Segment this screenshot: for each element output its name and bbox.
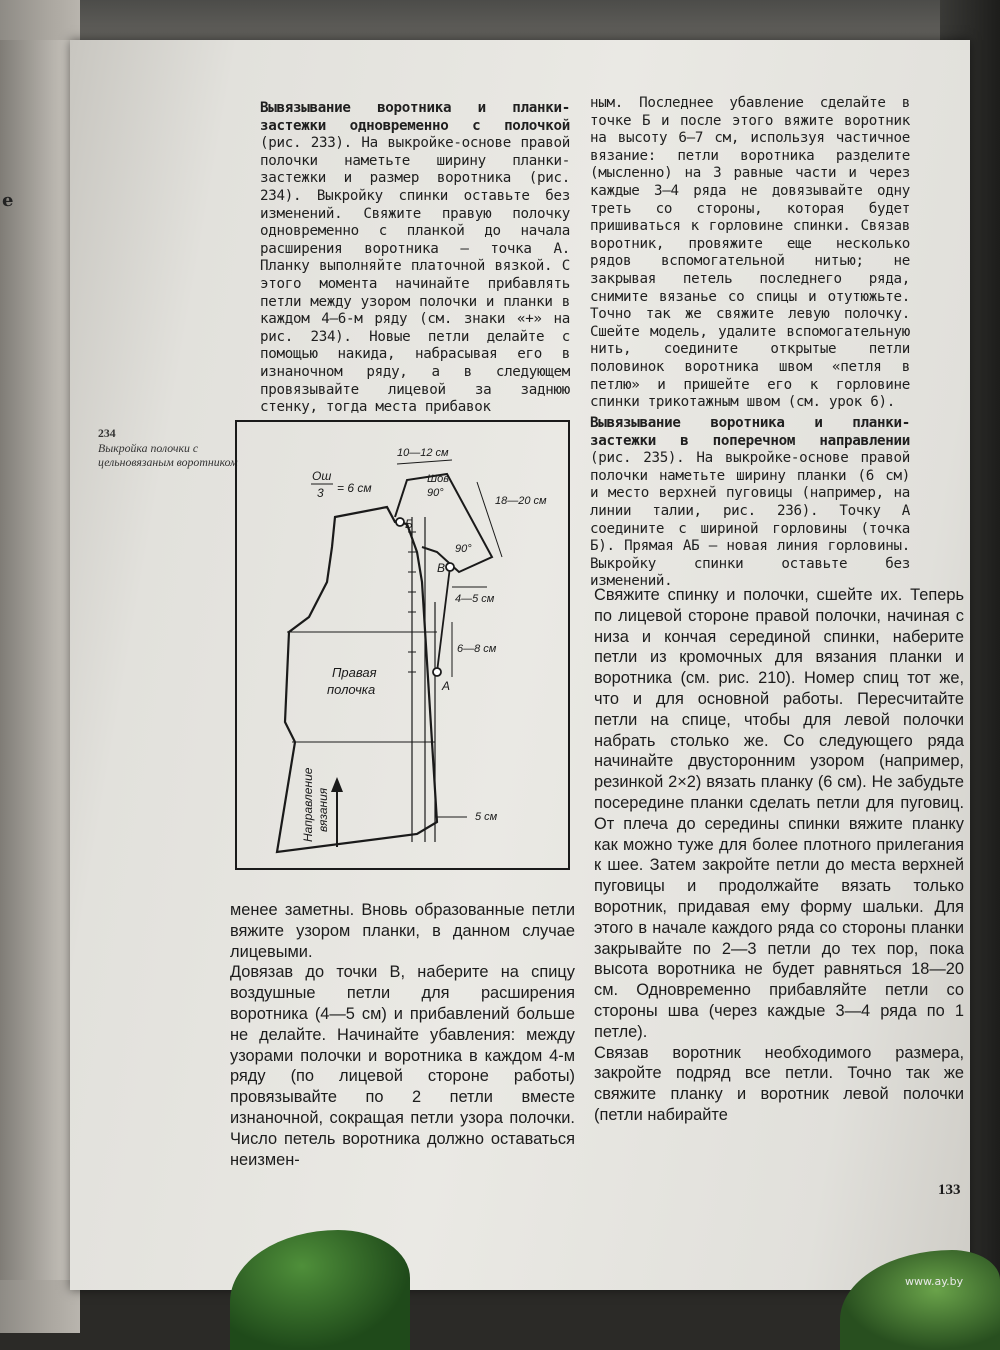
left-page-edge — [0, 40, 70, 1280]
label-osh-den: 3 — [317, 486, 324, 500]
section-heading-2: Вывязывание воротника и планки-застежки в поперечном направлении — [590, 415, 910, 449]
bottom-left-paragraph-1: менее заметны. Вновь образованные петли вяжите узором планки, в данном случае лицевыми. — [230, 901, 575, 961]
page-number: 133 — [938, 1182, 961, 1198]
label-piece-line-1: Правая — [332, 665, 377, 680]
book-page — [70, 40, 970, 1290]
point-b-marker — [396, 518, 404, 526]
figure-caption-text: Выкройка полочки с цельновязаным воротником — [98, 440, 238, 469]
line-b-a — [437, 567, 450, 672]
left-page-mark: e — [2, 190, 14, 211]
label-point-b: Б — [405, 517, 413, 531]
bottom-left-text — [230, 900, 575, 1170]
direction-arrow-head — [331, 777, 343, 792]
column-1-body: (рис. 233). На выкройке-основе правой полочки наметьте ширину планки-застежки и размер воротника (рис. 234). Выкройку спинки оставьте без изменений. Свяжите правую полочку одновременно с планкой до начала расширения воротника — точка А. Планку выполняйте платочной вязкой. С этого момента начинайте прибавлять петли между узором полочки и планки в каждом 4—6-м ряду (см. знаки «+» на рис. 234). Новые петли делайте с помощью накида, набрасывая его в изнаночном ряду, а в следующем провязывайте лицевой за заднюю стенку, тогда места прибавок — [260, 135, 570, 416]
label-point-v: В — [437, 561, 446, 575]
bottom-left-paragraph-2: Довязав до точки В, наберите на спицу воздушные петли для расширения воротника (4—5 см) и прибавлений больше не делайте. Начинайте убавления: между узорами полочки и воротника в каждом 4-м ряду (по лицевой стороне работы) провязывайте по 2 петли вместе изнаночной, сокращая петли узора полочки. Число петель воротника должно оставаться неизмен- — [230, 963, 575, 1169]
section-heading-1: Вывязывание воротника и планки-застежки одновременно с полочкой — [260, 100, 570, 134]
label-6-8: 6—8 см — [457, 643, 497, 655]
watermark: www.ay.by — [905, 1275, 964, 1288]
label-piece-line-2: полочка — [327, 682, 376, 697]
label-osh: Ош — [312, 469, 332, 483]
dim-top-width — [397, 460, 452, 464]
label-5: 5 см — [475, 811, 498, 823]
label-angle-1: 90° — [427, 487, 444, 499]
label-4-5: 4—5 см — [455, 593, 495, 605]
column-2b-body: (рис. 235). На выкройке-основе правой полочки наметьте ширину планки (6 см) и место верхней пуговицы (например, на линии талии, рис. 236). Точку А соедините с шириной горловины (точка Б). Прямая АБ — новая линия горловины. Выкройку спинки оставьте без изменений. — [590, 450, 910, 590]
label-seam: Шов — [427, 473, 449, 485]
label-top-width: 10—12 см — [397, 447, 449, 459]
column-3-paragraph-2: Связав воротник необходимого размера, закройте подряд все петли. Точно так же свяжите планку и воротник левой полочки (петли набирайте — [594, 1043, 964, 1124]
label-osh-value: = 6 см — [337, 481, 372, 495]
column-2b-text — [590, 415, 910, 591]
column-3-paragraph-1: Свяжите спинку и полочки, сшейте их. Теперь по лицевой стороне правой полочки, начиная с низа и кончая серединой спинки, наберите петли из кромочных для вязания планки и воротника (см. рис. 210). Номер спиц тот же, что и для основной работы. Пересчитайте петли на спице, чтобы для левой полочки набрать столько же. Со следующего ряда начинайте двусторонним узором (например, резинкой 2×2) вязать планку (6 см). Не забудьте посередине планки сделать петли для пуговиц. От плеча до середины спинки вяжите планку как можно туже для более плотного прилегания к шее. Затем закройте петли до места верхней пуговицы и продолжайте вязать только воротник, придавая ему форму шальки. Для этого в начале каждого ряда со стороны планки закрывайте по 2—3 петли до тех пор, пока высота воротника не будет равняться 18—20 см. Одновременно прибавляйте петли со стороны шва (через каждые 3—4 ряда по 1 петле). — [594, 586, 964, 1041]
figure-caption — [98, 426, 238, 470]
column-3-text — [594, 585, 964, 1126]
label-direction-2: вязания — [316, 787, 330, 832]
label-direction-1: Направление — [301, 767, 315, 842]
column-1-text — [260, 100, 570, 417]
label-point-a: А — [442, 679, 451, 693]
column-2-body: ным. Последнее убавление сделайте в точке Б и после этого вяжите воротник на высоту 6—7 см, используя частичное вязание: петли воротника разделите (мысленно) на 3 равные части и через каждые 3—4 ряда не довязывайте одну треть со стороны, которая будет пришиваться к горловине спинки. Связав воротник, провяжите еще несколько рядов вспомогательной нитью; не закрывая петель последнего ряда, снимите вязанье со спицы и отутюжьте. Точно так же свяжите левую полочку. Сшейте модель, удалите вспомогательную нить, соедините открытые петли половинок воротника швом «петля в петлю» и пришейте его к горловине спинки трикотажным швом (см. урок 6). — [590, 95, 910, 411]
label-collar-length: 18—20 см — [495, 495, 547, 507]
label-angle-2: 90° — [455, 543, 472, 555]
point-v-marker — [446, 563, 454, 571]
pattern-figure — [235, 420, 570, 870]
point-a-marker — [433, 668, 441, 676]
pattern-diagram — [237, 422, 568, 868]
figure-number: 234 — [98, 426, 116, 440]
dim-collar-length — [477, 482, 502, 557]
column-2-text — [590, 95, 910, 412]
